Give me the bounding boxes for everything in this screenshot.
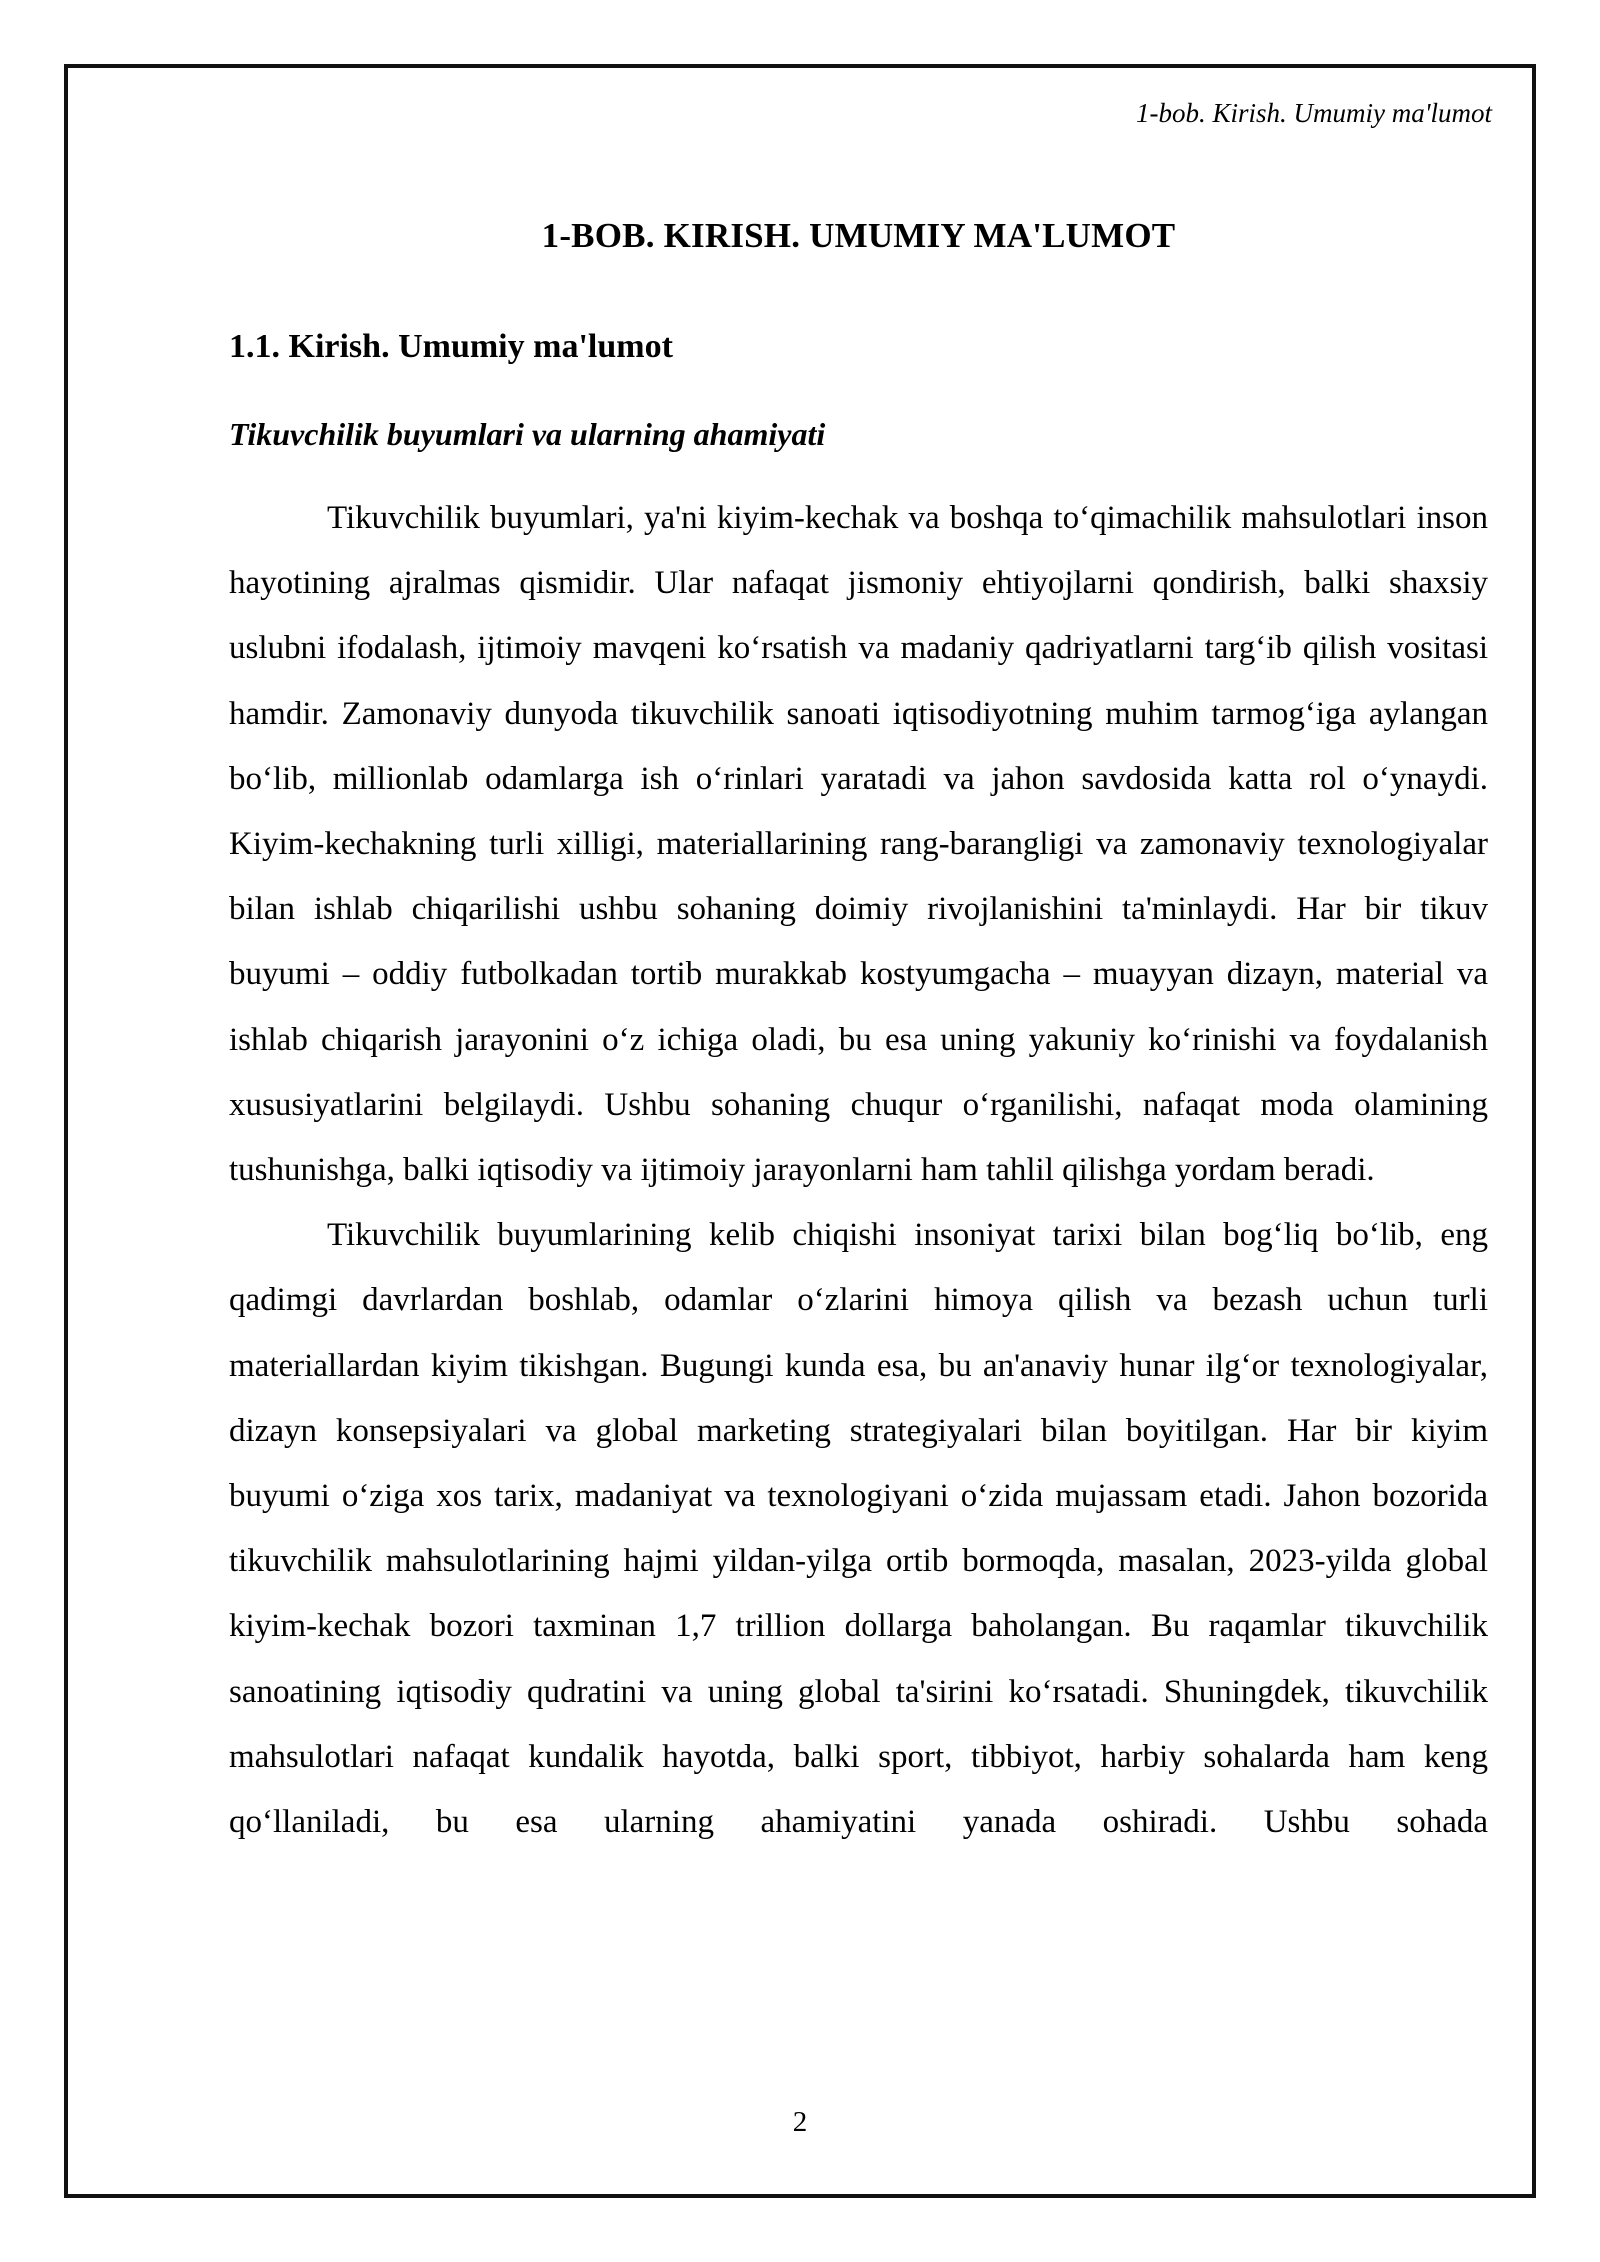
- paragraph: Tikuvchilik buyumlari, ya'ni kiyim-kechak va boshqa to‘qimachilik mahsulotlari inson hayotining ajralmas qismidir. Ular nafaqat jismoniy ehtiyojlarni qondirish, balki shaxsiy uslubni ifodalash, ijtimoiy mavqeni ko‘rsatish va madaniy qadriyatlarni targ‘ib qilish vositasi hamdir. Zamonaviy dunyoda tikuvchilik sanoati iqtisodiyotning muhim tarmog‘iga aylangan bo‘lib, millionlab odamlarga ish o‘rinlari yaratadi va jahon savdosida katta rol o‘ynaydi. Kiyim-kechakning turli xilligi, materiallarining rang-barangligi va zamonaviy texnologiyalar bilan ishlab chiqarilishi ushbu sohaning doimiy rivojlanishini ta'minlaydi. Har bir tikuv buyumi – oddiy futbolkadan tortib murakkab kostyumgacha – muayyan dizayn, material va ishlab chiqarish jarayonini o‘z ichiga oladi, bu esa uning yakuniy ko‘rinishi va foydalanish xususiyatlarini belgilaydi. Ushbu sohaning chuqur o‘rganilishi, nafaqat moda olamining tushunishga, balki iqtisodiy va ijtimoiy jarayonlarni ham tahlil qilishga yordam beradi.: [229, 500, 1488, 1189]
- section-heading: 1.1. Kirish. Umumiy ma'lumot: [229, 328, 673, 365]
- body-text: [229, 486, 1488, 1855]
- running-header: 1-bob. Kirish. Umumiy ma'lumot: [1135, 98, 1492, 128]
- paragraph: Tikuvchilik buyumlarining kelib chiqishi insoniyat tarixi bilan bog‘liq bo‘lib, eng qadimgi davrlardan boshlab, odamlar o‘zlarini himoya qilish va bezash uchun turli materiallardan kiyim tikishgan. Bugungi kunda esa, bu an'anaviy hunar ilg‘or texnologiyalar, dizayn konsepsiyalari va global marketing strategiyalari bilan boyitilgan. Har bir kiyim buyumi o‘ziga xos tarix, madaniyat va texnologiyani o‘zida mujassam etadi. Jahon bozorida tikuvchilik mahsulotlarining hajmi yildan-yilga ortib bormoqda, masalan, 2023-yilda global kiyim-kechak bozori taxminan 1,7 trillion dollarga baholangan. Bu raqamlar tikuvchilik sanoatining iqtisodiy qudratini va uning global ta'sirini ko‘rsatadi. Shuningdek, tikuvchilik mahsulotlari nafaqat kundalik hayotda, balki sport, tibbiyot, harbiy sohalarda ham keng qo‘llaniladi, bu esa ularning ahamiyatini yanada oshiradi. Ushbu sohada: [229, 1217, 1488, 1841]
- chapter-title: 1-BOB. KIRISH. UMUMIY MA'LUMOT: [541, 216, 1176, 255]
- subsection-heading: Tikuvchilik buyumlari va ularning ahamiyati: [229, 416, 826, 452]
- page-number: 2: [792, 2106, 808, 2138]
